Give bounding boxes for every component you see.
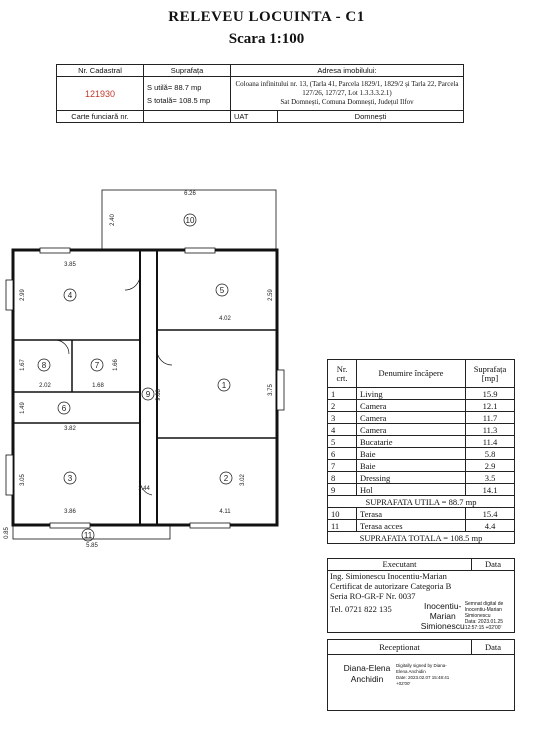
dim-label: 1.67 (20, 359, 26, 371)
room-number: 2 (223, 474, 229, 483)
cadastral-header-table (56, 64, 464, 123)
suprafata-label: Suprafața (144, 65, 231, 77)
room-number: 5 (219, 286, 225, 295)
dim-label: 0.85 (4, 527, 10, 539)
dim-label: 1.49 (20, 402, 26, 414)
receptionat-date-label: Data (484, 642, 502, 652)
executant-phone: Tel. 0721 822 135 (330, 604, 392, 614)
receptionat-box (327, 639, 515, 711)
dim-label: 3.75 (268, 384, 274, 396)
table-row: 7 Baie 2.9 (328, 460, 515, 472)
receptionat-signature: Diana-Elena Anchidin (343, 663, 391, 684)
dim-label: 2.02 (39, 383, 51, 389)
receptionat-label: Receptionat (328, 640, 472, 654)
executant-line-3: Seria RO-GR-F Nr. 0037 (330, 591, 416, 601)
suprafata-values (144, 77, 231, 111)
dim-label: 3.82 (64, 426, 76, 432)
table-row: 10 Terasa 15.4 (328, 508, 515, 520)
document-title: RELEVEU LOCUINTA - C1 (168, 9, 365, 25)
executant-line-1: Ing. Simionescu Inocentiu-Marian (330, 571, 447, 581)
dim-label: 3.85 (64, 262, 76, 268)
room-number: 11 (83, 531, 93, 540)
receptionat-sig-note: Digitally signed by Diana-Elena Anchidin Date: 2023.02.07 15:48:41 +02'00' (396, 663, 450, 686)
room-number: 1 (221, 381, 227, 390)
executant-box (327, 558, 515, 633)
room-number: 8 (41, 361, 47, 370)
executant-signature: Inocentiu-Marian Simionescu (420, 601, 465, 631)
table-row: 2 Camera 12.1 (328, 400, 515, 412)
s-totala: S totală= 108.5 mp (147, 95, 211, 105)
dim-label: 3.86 (64, 509, 76, 515)
adresa-label: Adresa imobilului: (231, 65, 464, 77)
dim-label: 1.44 (138, 486, 150, 492)
header-name: Denumire încăpere (357, 360, 466, 388)
room-number: 6 (61, 404, 67, 413)
table-row: 11 Terasa acces 4.4 (328, 520, 515, 532)
outer-walls (13, 250, 277, 525)
dim-label: 1.66 (113, 359, 119, 371)
s-utila: S utilă= 88.7 mp (147, 82, 202, 92)
scale-label: Scara 1:100 (228, 31, 305, 47)
dim-label: 1.68 (92, 383, 104, 389)
dim-label: 9.68 (156, 389, 162, 401)
uat-value: Domnești (278, 111, 464, 123)
executant-line-2: Certificat de autorizare Categoria B (330, 581, 452, 591)
room-number: 9 (145, 390, 151, 399)
table-row: 8 Dressing 3.5 (328, 472, 515, 484)
totala-total: SUPRAFATA TOTALA = 108.5 mp (328, 532, 515, 544)
room-number: 10 (185, 216, 195, 225)
nr-cadastral-value: 121930 (57, 77, 144, 111)
header-nr: Nr. crt. (328, 360, 357, 388)
dim-label: 3.02 (240, 474, 246, 486)
table-row: 1 Living 15.9 (328, 388, 515, 400)
header-area: Suprafața [mp] (466, 360, 515, 388)
table-row: 3 Camera 11.7 (328, 412, 515, 424)
table-row: 5 Bucatarie 11.4 (328, 436, 515, 448)
rooms-table (327, 359, 515, 544)
dim-label: 4.11 (219, 509, 231, 515)
dim-label: 3.05 (20, 474, 26, 486)
adresa-value (231, 77, 464, 111)
dim-label: 2.59 (268, 289, 274, 301)
executant-label: Executant (328, 559, 472, 570)
dim-label: 2.99 (20, 289, 26, 301)
executant-sig-note: Semnat digital de Inocentiu-Marian Simionescu Data: 2023.01.25 12:57:15 +02'00' (464, 601, 504, 631)
floor-plan (0, 180, 300, 560)
adresa-line-2: Sat Domnești, Comuna Domnești, Județul Ilfov (280, 98, 414, 106)
room-number: 7 (94, 361, 100, 370)
carte-funciara-label: Carte funciară nr. (57, 111, 144, 123)
nr-cadastral-label: Nr. Cadastral (57, 65, 144, 77)
room-number: 4 (67, 291, 73, 300)
table-row: 9 Hol 14.1 (328, 484, 515, 496)
carte-funciara-value (144, 111, 231, 123)
dim-label: 6.26 (184, 191, 196, 197)
table-row: 4 Camera 11.3 (328, 424, 515, 436)
dim-label: 4.02 (219, 316, 231, 322)
dim-label: 5.85 (86, 543, 98, 549)
adresa-line-1: Coloana infinitului nr. 13, (Tarla 41, Parcela 1829/1, 1829/2 și Tarla 22, Parcela 127/26, 127/27, Lot 1.3.3.3.2.1) (235, 80, 459, 97)
table-row: 6 Baie 5.8 (328, 448, 515, 460)
executant-date-label: Data (484, 559, 502, 569)
room-number: 3 (67, 474, 73, 483)
dim-label: 2.40 (110, 214, 116, 226)
uat-label: UAT (231, 111, 278, 123)
utila-total: SUPRAFATA UTILA = 88.7 mp (328, 496, 515, 508)
